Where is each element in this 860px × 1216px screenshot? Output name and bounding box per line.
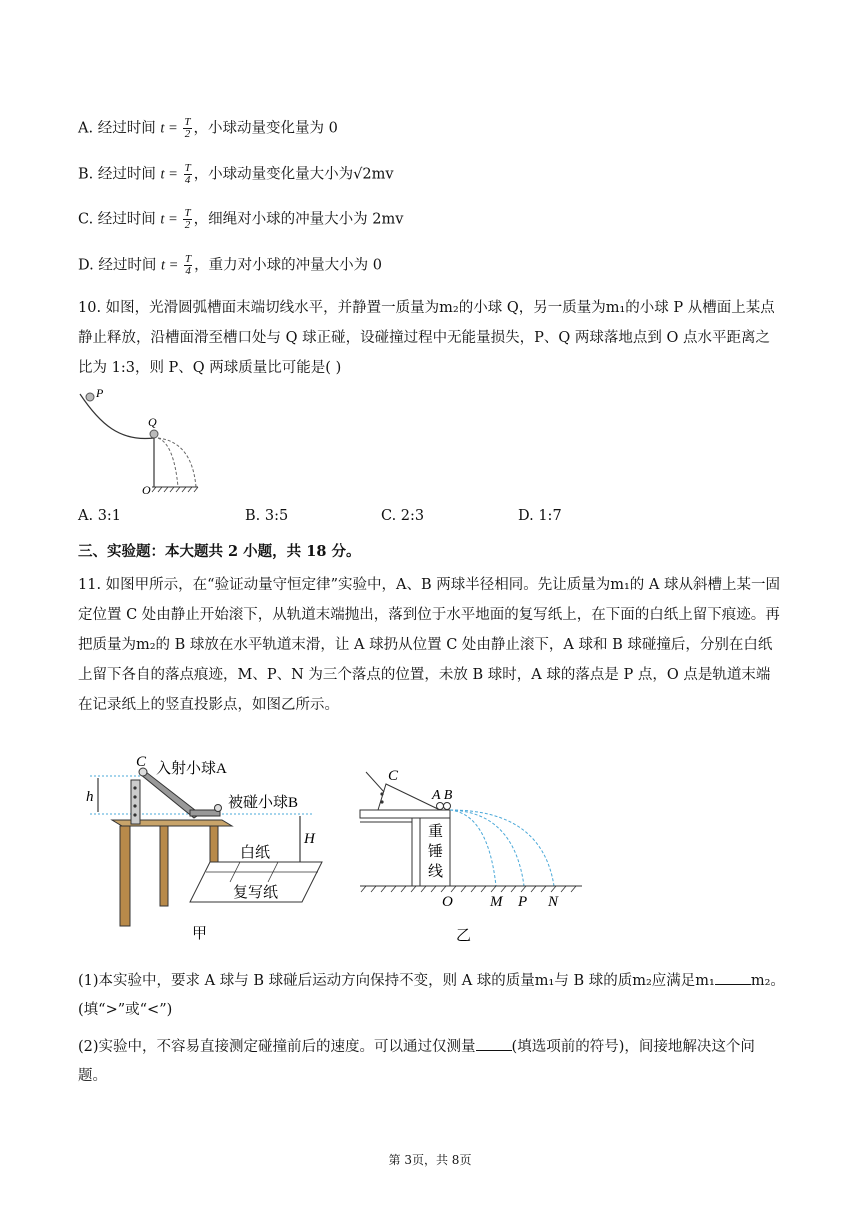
- frac-num: T: [185, 253, 192, 265]
- stand-hole-3: [133, 804, 136, 807]
- ball-p: [86, 393, 94, 401]
- option-c-suffix: ，细绳对小球的冲量大小为 2mv: [193, 211, 404, 228]
- q10-text: 10. 如图，光滑圆弧槽面末端切线水平，并静置一质量为m₂的小球 Q，另一质量为m₁的小球 P 从槽面上某点静止释放，沿槽面滑至槽口处与 Q 球正碰，设碰撞过程中无能量损失，P、Q 两球落地点到 O 点水平距离之比为 1:3，则 P、Q 两球质量比可能是( ): [78, 300, 775, 376]
- option-d-var: t =: [160, 257, 183, 274]
- label-carbon: 复写纸: [233, 885, 279, 901]
- frac-den: 2: [184, 128, 191, 140]
- label-paper: 白纸: [240, 845, 271, 861]
- q11-sub2: [78, 1036, 755, 1057]
- q10-option-a: A. 3:1: [78, 508, 122, 524]
- label-plumb-3: 线: [428, 864, 444, 880]
- slope: [378, 784, 440, 810]
- answer-blank-1[interactable]: [715, 970, 751, 985]
- page-footer: 第 3页，共 8页: [388, 1153, 472, 1167]
- option-d-prefix: D. 经过时间: [78, 257, 161, 274]
- label-p: P: [518, 894, 528, 910]
- trajectory-m: [450, 810, 496, 886]
- table-leg-mid: [160, 826, 168, 906]
- q10-figure: [70, 384, 210, 500]
- label-m: M: [490, 894, 503, 910]
- frac-num: T: [184, 116, 191, 128]
- frac-den: 2: [184, 219, 191, 231]
- figure-jia: [82, 752, 332, 950]
- table-leg: [412, 818, 420, 886]
- q11-sub1-tail: m₂。: [750, 973, 785, 989]
- caption-jia: 甲: [192, 926, 208, 942]
- frac-num: T: [184, 207, 191, 219]
- caption-yi: 乙: [456, 928, 472, 944]
- option-a-suffix: ，小球动量变化量为 0: [193, 120, 338, 137]
- label-target: 被碰小球B: [228, 795, 299, 811]
- label-q: Q: [148, 415, 157, 429]
- label-c: C: [388, 768, 399, 784]
- label-n: N: [548, 894, 559, 910]
- q11-sub2-end: 题。: [78, 1068, 107, 1084]
- ground-hatch: [152, 487, 198, 492]
- ball-q: [150, 430, 158, 438]
- label-c: C: [136, 754, 147, 770]
- option-a-var: t =: [160, 120, 182, 137]
- ground-hatch: [361, 886, 576, 892]
- frac-den: 4: [184, 174, 191, 186]
- stand-hole-2: [380, 800, 383, 803]
- table-top: [360, 810, 450, 818]
- trajectory-1: [158, 438, 178, 487]
- option-a: [78, 117, 338, 140]
- label-plumb-2: 锤: [428, 844, 444, 860]
- section-heading: 三、实验题：本大题共 2 小题，共 18 分。: [78, 543, 361, 560]
- label-o: O: [442, 894, 453, 910]
- ball-b: [444, 803, 451, 810]
- option-c: [78, 208, 403, 231]
- frac-den: 4: [185, 265, 191, 277]
- label-ab: A B: [432, 788, 453, 803]
- label-H: H: [304, 831, 315, 847]
- option-c-frac: [183, 208, 191, 231]
- q11-text: 11. 如图甲所示，在“验证动量守恒定律”实验中，A、B 两球半径相同。先让质量为m₁的 A 球从斜槽上某一固定位置 C 处由静止开始滚下，从轨道末端抛出，落到位于水平地面的复写纸上，在下面的白纸上留下痕迹。再把质量为m₂的 B 球放在水平轨道末滑，让 A 球扔从位置 C 处由静止滚下，A 球和 B 球碰撞后，分别在白纸上留下各自的落点痕迹，M、P、N 为三个落点的位置，未放 B 球时，A 球的落点是 P 点，O 点是轨道末端在记录纸上的竖直投影点，如图乙所示。: [78, 577, 780, 713]
- ball-b: [215, 805, 222, 812]
- q11-sub2-text: (2)实验中，不容易直接测定碰撞前后的速度。可以通过仅测量: [78, 1039, 476, 1055]
- label-plumb-1: 重: [428, 824, 444, 840]
- table-leg-left: [120, 826, 130, 926]
- q10-options: [78, 508, 782, 528]
- q11-sub2-tail: (填选项前的符号)，间接地解决这个问: [511, 1039, 755, 1055]
- q11-sub1: [78, 970, 785, 991]
- q11-sub1-note: (填“>”或“<”): [78, 1002, 173, 1018]
- label-o: O: [142, 483, 151, 497]
- option-c-var: t =: [160, 211, 182, 228]
- figure-yi: [352, 752, 592, 950]
- option-b: [78, 163, 394, 186]
- option-b-suffix: ，小球动量变化量大小为√2mv: [193, 166, 394, 183]
- trajectory-p: [450, 810, 524, 886]
- stand-hole-1: [380, 792, 383, 795]
- option-b-var: t =: [160, 166, 182, 183]
- label-h: h: [86, 789, 94, 805]
- q10-option-b: B. 3:5: [245, 508, 289, 524]
- q11-sub1-text: (1)本实验中，要求 A 球与 B 球碰后运动方向保持不变，则 A 球的质量m₁与 B 球的质m₂应满足m₁: [78, 973, 715, 989]
- stand-hole-4: [133, 813, 136, 816]
- q10-option-d: D. 1:7: [518, 508, 562, 524]
- option-a-frac: [183, 117, 191, 140]
- q10-option-c: C. 2:3: [381, 508, 425, 524]
- label-incident: 入射小球A: [156, 761, 227, 777]
- option-d-frac: [184, 254, 192, 277]
- trajectory-n: [450, 810, 554, 886]
- label-p: P: [96, 386, 104, 400]
- stand-hole-1: [133, 786, 136, 789]
- option-d-suffix: ，重力对小球的冲量大小为 0: [194, 257, 382, 274]
- option-b-frac: [184, 163, 192, 186]
- frac-num: T: [184, 162, 191, 174]
- stand-hole-2: [133, 795, 136, 798]
- stand-arm: [366, 772, 384, 792]
- ball-a: [437, 803, 444, 810]
- answer-blank-2[interactable]: [476, 1036, 512, 1051]
- option-a-prefix: A. 经过时间: [78, 120, 161, 137]
- option-b-prefix: B. 经过时间: [78, 166, 161, 183]
- table-top: [112, 820, 232, 826]
- option-d: [78, 254, 382, 277]
- option-c-prefix: C. 经过时间: [78, 211, 161, 228]
